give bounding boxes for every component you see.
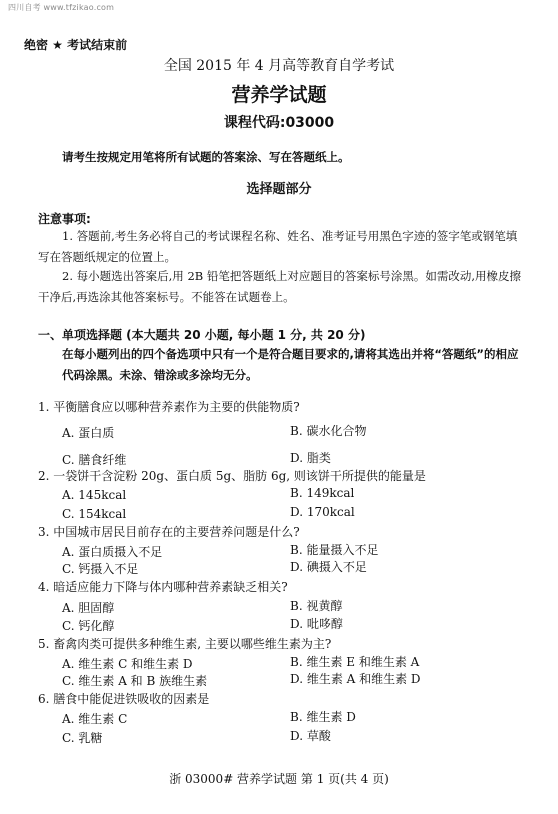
paper-title: 营养学试题	[231, 84, 327, 106]
question-3-option-d: D. 碘摄入不足	[290, 560, 367, 574]
question-4-stem: 4. 暗适应能力下降与体内哪种营养素缺乏相关?	[38, 580, 288, 594]
question-5-option-c: C. 维生素 A 和 B 族维生素	[62, 674, 208, 688]
exam-title: 全国 2015 年 4 月高等教育自学考试	[163, 58, 395, 74]
question-2-option-b: B. 149kcal	[290, 486, 355, 500]
part-description: 在每小题列出的四个备选项中只有一个是符合题目要求的,请将其选出并将“答题纸”的相应代码涂黑。未涂、错涂或多涂均无分。	[62, 347, 519, 382]
note-item-2: 2. 每小题选出答案后,用 2B 铅笔把答题纸上对应题目的答案标号涂黑。如需改动,用橡皮擦干净后,再选涂其他答案标号。不能答在试题卷上。	[38, 269, 522, 304]
question-2-stem: 2. 一袋饼干含淀粉 20g、蛋白质 5g、脂肪 6g, 则该饼干所提供的能量是	[38, 469, 426, 483]
question-3-option-c: C. 钙摄入不足	[62, 562, 139, 576]
course-code: 课程代码:03000	[223, 115, 335, 131]
question-4-option-b: B. 视黄醇	[290, 599, 343, 613]
answer-instruction: 请考生按规定用笔将所有试题的答案涂、写在答题纸上。	[62, 150, 350, 164]
question-6-stem: 6. 膳食中能促进铁吸收的因素是	[38, 692, 210, 706]
notes-heading: 注意事项:	[38, 212, 91, 226]
question-6-option-d: D. 草酸	[290, 729, 331, 743]
page-footer: 浙 03000# 营养学试题 第 1 页(共 4 页)	[169, 772, 389, 786]
question-5-option-b: B. 维生素 E 和维生素 A	[290, 655, 420, 669]
question-4-option-a: A. 胆固醇	[62, 601, 115, 615]
question-1-option-b: B. 碳水化合物	[290, 424, 367, 438]
question-1-option-d: D. 脂类	[290, 451, 331, 465]
question-2-option-d: D. 170kcal	[290, 505, 355, 519]
secret-label: 绝密 ★ 考试结束前	[24, 38, 128, 52]
question-1-option-a: A. 蛋白质	[62, 426, 115, 440]
question-3-stem: 3. 中国城市居民目前存在的主要营养问题是什么?	[38, 525, 300, 539]
question-1-option-c: C. 膳食纤维	[62, 453, 127, 467]
note-item-1: 1. 答题前,考生务必将自己的考试课程名称、姓名、准考证号用黑色字迹的签字笔或钢笔填写在答题纸规定的位置上。	[38, 229, 518, 264]
question-5-option-a: A. 维生素 C 和维生素 D	[62, 657, 193, 671]
question-3-option-b: B. 能量摄入不足	[290, 543, 379, 557]
part-title: 一、单项选择题 (本大题共 20 小题, 每小题 1 分, 共 20 分)	[38, 328, 366, 342]
section-title: 选择题部分	[246, 182, 312, 197]
question-6-option-b: B. 维生素 D	[290, 710, 356, 724]
question-1-stem: 1. 平衡膳食应以哪种营养素作为主要的供能物质?	[38, 400, 300, 414]
question-6-option-c: C. 乳糖	[62, 731, 103, 745]
question-3-option-a: A. 蛋白质摄入不足	[62, 545, 163, 559]
question-2-option-a: A. 145kcal	[62, 488, 127, 502]
question-2-option-c: C. 154kcal	[62, 507, 127, 521]
question-4-option-d: D. 吡哆醇	[290, 617, 343, 631]
question-5-stem: 5. 畜禽肉类可提供多种维生素, 主要以哪些维生素为主?	[38, 637, 332, 651]
watermark: 四川自考 www.tfzikao.com	[8, 3, 115, 12]
question-4-option-c: C. 钙化醇	[62, 619, 115, 633]
question-5-option-d: D. 维生素 A 和维生素 D	[290, 672, 421, 686]
question-6-option-a: A. 维生素 C	[62, 712, 128, 726]
